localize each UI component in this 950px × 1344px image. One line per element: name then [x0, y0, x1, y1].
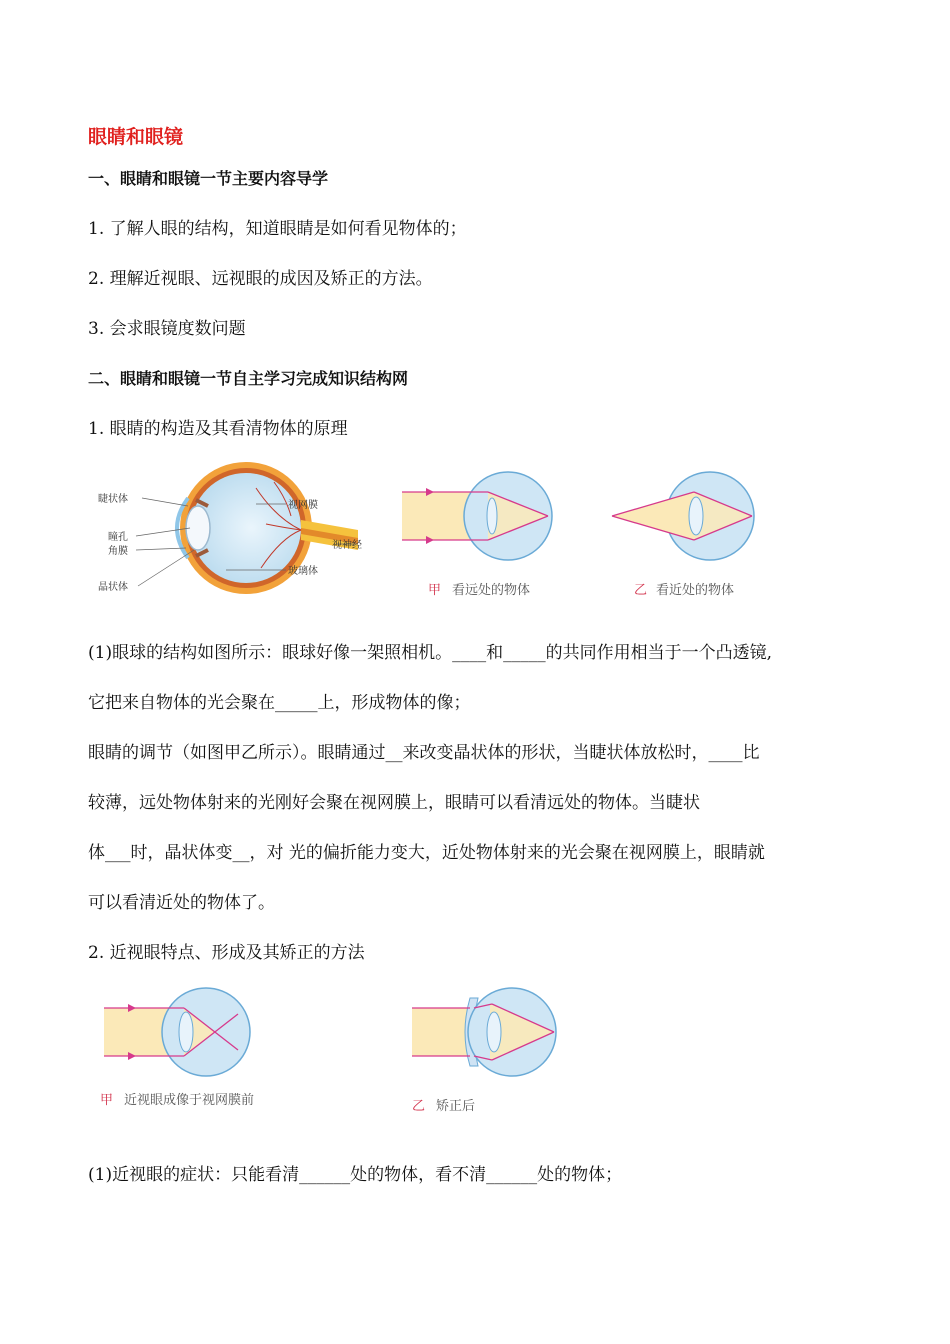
paragraph-line: 较薄，远处物体射来的光刚好会聚在视网膜上，眼睛可以看清远处的物体。当睫状	[88, 793, 700, 813]
paragraph-line: 眼睛的调节（如图甲乙所示）。眼睛通过__来改变晶状体的形状，当睫状体放松时，____比	[88, 743, 760, 763]
label-pupil: 瞳孔	[108, 532, 128, 543]
label-retina: 视网膜	[288, 500, 318, 511]
paragraph-line: (1)近视眼的症状：只能看清______处的物体，看不清______处的物体；	[88, 1165, 623, 1185]
section2-heading: 二、眼睛和眼镜一节自主学习完成知识结构网	[88, 369, 409, 388]
caption-far: 看远处的物体	[452, 583, 531, 598]
far-object-diagram	[400, 458, 560, 604]
corrected-diagram	[408, 976, 568, 1122]
near-object-diagram	[610, 458, 770, 604]
label-ciliary: 睫状体	[98, 494, 128, 505]
eye-structure-diagram	[96, 458, 366, 598]
subsection-heading: 2. 近视眼特点、形成及其矫正的方法	[88, 943, 365, 963]
caption-yi: 乙	[412, 1099, 426, 1114]
section1-heading: 一、眼睛和眼镜一节主要内容导学	[88, 169, 329, 188]
label-cornea: 角膜	[108, 546, 128, 557]
caption-corrected: 矫正后	[436, 1099, 476, 1114]
list-item: 2. 理解近视眼、远视眼的成因及矫正的方法。	[88, 269, 433, 289]
label-nerve: 视神经	[332, 540, 362, 551]
paragraph-line: 它把来自物体的光会聚在_____上，形成物体的像；	[88, 693, 471, 713]
caption-jia: 甲	[100, 1093, 114, 1108]
list-item: 1. 了解人眼的结构，知道眼睛是如何看见物体的；	[88, 219, 467, 239]
paragraph-line: (1)眼球的结构如图所示：眼球好像一架照相机。____和_____的共同作用相当于一个凸透镜,	[88, 643, 772, 663]
myopia-diagram	[100, 976, 290, 1122]
label-vitreous: 玻璃体	[288, 566, 318, 577]
list-item: 3. 会求眼镜度数问题	[88, 319, 246, 339]
caption-myopia: 近视眼成像于视网膜前	[124, 1093, 255, 1108]
page-title: 眼睛和眼镜	[88, 126, 184, 148]
label-lens: 晶状体	[98, 582, 128, 593]
caption-yi: 乙	[634, 583, 648, 598]
caption-jia: 甲	[428, 583, 442, 598]
paragraph-line: 可以看清近处的物体了。	[88, 893, 275, 913]
caption-near: 看近处的物体	[656, 583, 735, 598]
subsection-heading: 1. 眼睛的构造及其看清物体的原理	[88, 419, 348, 439]
paragraph-line: 体___时，晶状体变__，对 光的偏折能力变大，近处物体射来的光会聚在视网膜上，眼睛就	[88, 843, 765, 863]
